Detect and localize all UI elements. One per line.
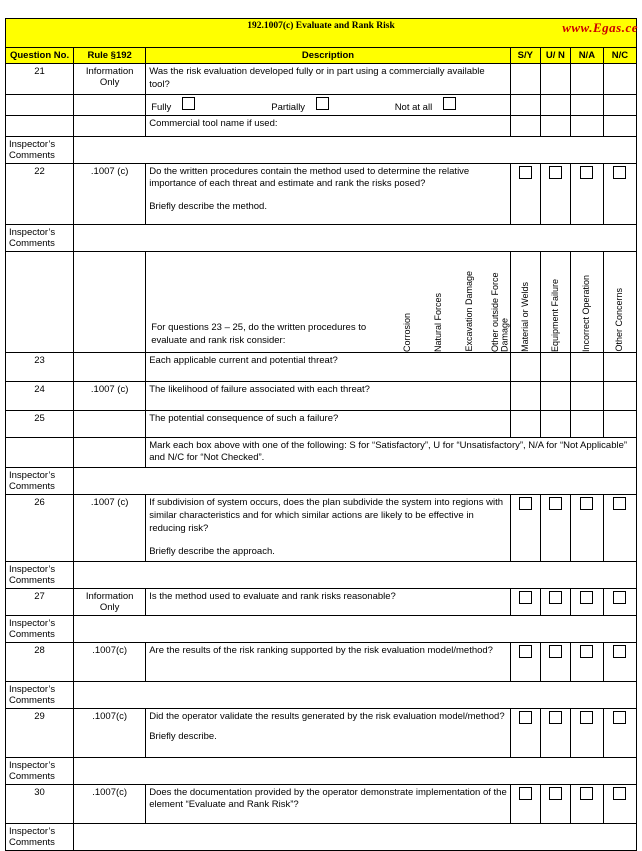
inspector-comments-field[interactable] xyxy=(74,757,637,784)
header-rule: Rule §192 xyxy=(74,48,146,64)
cell-na-21[interactable] xyxy=(570,64,603,95)
question-no-21: 21 xyxy=(6,64,74,95)
checkbox-na-22[interactable] xyxy=(580,166,593,179)
cell-sy-29[interactable] xyxy=(510,708,540,757)
threat-col-equipment-failure-label: Equipment Failure xyxy=(549,278,560,352)
cell-un-29[interactable] xyxy=(540,708,570,757)
description-24: The likelihood of failure associated with each threat? xyxy=(149,383,370,395)
checkbox-sy-28[interactable] xyxy=(519,645,532,658)
cell-sy-28[interactable] xyxy=(510,642,540,681)
description-22-note: Briefly describe the method. xyxy=(149,201,267,213)
grid-24-other-concerns[interactable] xyxy=(603,381,636,410)
inspector-comments-field[interactable] xyxy=(74,561,637,588)
threat-col-incorrect-operation xyxy=(570,251,603,352)
inspector-comments-field[interactable] xyxy=(74,224,637,251)
table-row xyxy=(6,784,637,823)
grid-23-natural-forces[interactable] xyxy=(425,353,462,381)
description-22 xyxy=(146,163,511,224)
grid-24-equipment-failure[interactable] xyxy=(540,381,570,410)
question-no-22: 22 xyxy=(6,163,74,224)
inspector-comments-field[interactable] xyxy=(74,681,637,708)
form-page xyxy=(0,18,642,848)
table-row xyxy=(6,64,637,95)
checkbox-sy-22[interactable] xyxy=(519,166,532,179)
threat-col-natural-forces xyxy=(423,252,454,352)
rule-27: Information Only xyxy=(74,588,146,615)
table-row xyxy=(6,495,637,561)
cell-nc-27[interactable] xyxy=(603,588,636,615)
rule-26: .1007 (c) xyxy=(74,495,146,561)
cell-nc-22[interactable] xyxy=(603,163,636,224)
comments-row xyxy=(6,757,637,784)
cell-na-28[interactable] xyxy=(570,642,603,681)
inspector-comments-field[interactable] xyxy=(74,468,637,495)
inspector-comments-label: Inspector’s Comments xyxy=(6,468,74,495)
cell-sy-30[interactable] xyxy=(510,784,540,823)
comments-row xyxy=(6,136,637,163)
cell-nc-28[interactable] xyxy=(603,642,636,681)
table-row xyxy=(6,115,637,136)
grid-24-incorrect-operation[interactable] xyxy=(570,381,603,410)
threat-intro-label: For questions 23 – 25, do the written procedures to evaluate and rank risk consider: xyxy=(151,322,367,346)
comments-row xyxy=(6,681,637,708)
threat-col-other-outside-force-label: Other outside Force Damage xyxy=(490,272,510,352)
checkbox-nc-22[interactable] xyxy=(613,166,626,179)
checkbox-nc-30[interactable] xyxy=(613,787,626,800)
threat-col-excavation-damage xyxy=(454,252,485,352)
rule-23-empty xyxy=(74,352,146,381)
rule-21: Information Only xyxy=(74,64,146,95)
description-25: The potential consequence of such a failure? xyxy=(149,412,339,424)
threat-col-material-or-welds xyxy=(510,251,540,352)
rule-25-empty xyxy=(74,410,146,437)
grid-25-other-concerns[interactable] xyxy=(603,410,636,437)
cell-na-27[interactable] xyxy=(570,588,603,615)
comments-row xyxy=(6,615,637,642)
description-23-block xyxy=(146,352,511,381)
description-24-block xyxy=(146,381,511,410)
checkbox-nc-28[interactable] xyxy=(613,645,626,658)
header-na: N/A xyxy=(570,48,603,64)
options-21 xyxy=(146,94,511,115)
table-row xyxy=(6,642,637,681)
question-no-25: 25 xyxy=(6,410,74,437)
mark-instruction-note: Mark each box above with one of the following: S for “Satisfactory”, U for “Unsatisfactory”, N/A for “Not Applicable” and N/C for “Not Checked”. xyxy=(146,437,637,468)
inspector-comments-label: Inspector’s Comments xyxy=(6,681,74,708)
grid-25-material-or-welds[interactable] xyxy=(510,410,540,437)
rule-28: .1007(c) xyxy=(74,642,146,681)
grid-25-natural-forces[interactable] xyxy=(425,411,462,437)
cell-un-28[interactable] xyxy=(540,642,570,681)
checkbox-nc-26[interactable] xyxy=(613,497,626,510)
question-no-30: 30 xyxy=(6,784,74,823)
checkbox-na-30[interactable] xyxy=(580,787,593,800)
grid-23-corrosion[interactable] xyxy=(388,353,425,381)
inspector-comments-field[interactable] xyxy=(74,615,637,642)
table-row xyxy=(6,381,637,410)
comments-row xyxy=(6,823,637,850)
spacer-threat-a xyxy=(6,251,74,352)
cell-nc-21b[interactable] xyxy=(603,94,636,115)
cell-sy-21c[interactable] xyxy=(510,115,540,136)
inspector-comments-label: Inspector’s Comments xyxy=(6,136,74,163)
watermark-text: www.Egas.ce xyxy=(562,20,638,35)
threat-col-incorrect-operation-label: Incorrect Operation xyxy=(581,274,592,352)
checkbox-partially[interactable] xyxy=(316,97,329,110)
cell-sy-27[interactable] xyxy=(510,588,540,615)
spacer-cell-21c xyxy=(6,115,74,136)
inspector-comments-label: Inspector’s Comments xyxy=(6,615,74,642)
threat-col-corrosion xyxy=(392,252,423,352)
checkbox-na-27[interactable] xyxy=(580,591,593,604)
checkbox-un-26[interactable] xyxy=(549,497,562,510)
grid-23-material-or-welds[interactable] xyxy=(510,352,540,381)
question-no-28: 28 xyxy=(6,642,74,681)
cell-na-21c[interactable] xyxy=(570,115,603,136)
threat-col-natural-forces-label: Natural Forces xyxy=(432,292,443,352)
threat-intro-text xyxy=(146,252,392,352)
cell-na-29[interactable] xyxy=(570,708,603,757)
header-nc: N/C xyxy=(603,48,636,64)
grid-24-natural-forces[interactable] xyxy=(425,382,462,410)
checkbox-un-28[interactable] xyxy=(549,645,562,658)
cell-un-21b[interactable] xyxy=(540,94,570,115)
spacer-cell-21b xyxy=(74,94,146,115)
grid-23-other-concerns[interactable] xyxy=(603,352,636,381)
option-partially-label: Partially xyxy=(271,101,306,113)
table-row xyxy=(6,588,637,615)
checkbox-na-28[interactable] xyxy=(580,645,593,658)
inspector-comments-label: Inspector’s Comments xyxy=(6,224,74,251)
inspection-form-table xyxy=(5,18,637,851)
checkbox-un-27[interactable] xyxy=(549,591,562,604)
spacer-cell-21a xyxy=(6,94,74,115)
checkbox-fully[interactable] xyxy=(182,97,195,110)
spacer-threat-b xyxy=(74,251,146,352)
threat-columns-block xyxy=(146,251,511,352)
option-fully-label: Fully xyxy=(151,101,172,113)
table-row xyxy=(6,410,637,437)
table-row xyxy=(6,708,637,757)
table-row xyxy=(6,352,637,381)
cell-na-30[interactable] xyxy=(570,784,603,823)
cell-nc-21[interactable] xyxy=(603,64,636,95)
description-27: Is the method used to evaluate and rank risks reasonable? xyxy=(146,588,511,615)
grid-25-equipment-failure[interactable] xyxy=(540,410,570,437)
spacer-mark-a xyxy=(6,437,74,468)
header-description: Description xyxy=(146,48,511,64)
grid-25-incorrect-operation[interactable] xyxy=(570,410,603,437)
tool-name-field[interactable]: Commercial tool name if used: xyxy=(146,115,511,136)
form-title-row xyxy=(6,19,637,48)
checkbox-nc-27[interactable] xyxy=(613,591,626,604)
question-no-26: 26 xyxy=(6,495,74,561)
table-row xyxy=(6,94,637,115)
threat-col-other-concerns-label: Other Concerns xyxy=(614,288,625,352)
threat-col-equipment-failure xyxy=(540,251,570,352)
cell-sy-21[interactable] xyxy=(510,64,540,95)
grid-24-excavation-damage[interactable] xyxy=(462,382,499,410)
inspector-comments-label: Inspector’s Comments xyxy=(6,561,74,588)
comments-row xyxy=(6,561,637,588)
option-fully[interactable] xyxy=(146,95,266,115)
checkbox-sy-29[interactable] xyxy=(519,711,532,724)
checkbox-na-29[interactable] xyxy=(580,711,593,724)
page-title: 192.1007(c) Evaluate and Rank Risk xyxy=(6,19,637,48)
question-no-24: 24 xyxy=(6,381,74,410)
cell-un-30[interactable] xyxy=(540,784,570,823)
description-29-note: Briefly describe. xyxy=(149,731,217,743)
header-un: U/ N xyxy=(540,48,570,64)
table-header-row xyxy=(6,48,637,64)
option-partially[interactable] xyxy=(266,95,389,115)
grid-23-incorrect-operation[interactable] xyxy=(570,352,603,381)
cell-nc-26[interactable] xyxy=(603,495,636,561)
cell-un-26[interactable] xyxy=(540,495,570,561)
checkbox-not-at-all[interactable] xyxy=(443,97,456,110)
rule-29: .1007(c) xyxy=(74,708,146,757)
threat-header-row xyxy=(6,251,637,352)
description-29 xyxy=(146,708,511,757)
threat-col-other-concerns xyxy=(603,251,636,352)
checkbox-sy-27[interactable] xyxy=(519,591,532,604)
checkbox-un-30[interactable] xyxy=(549,787,562,800)
grid-23-equipment-failure[interactable] xyxy=(540,352,570,381)
description-26-note: Briefly describe the approach. xyxy=(149,545,275,557)
question-no-23: 23 xyxy=(6,352,74,381)
question-no-27: 27 xyxy=(6,588,74,615)
cell-sy-26[interactable] xyxy=(510,495,540,561)
inspector-comments-field[interactable] xyxy=(74,136,637,163)
inspector-comments-field[interactable] xyxy=(74,823,637,850)
description-22-main: Do the written procedures contain the method used to determine the relative importance of each threat and estimate and rank the risks posed? xyxy=(149,165,470,190)
grid-24-corrosion[interactable] xyxy=(388,382,425,410)
description-29-main: Did the operator validate the results generated by the risk evaluation model/method? xyxy=(149,710,505,722)
threat-col-material-or-welds-label: Material or Welds xyxy=(519,281,530,352)
table-row xyxy=(6,437,637,468)
cell-un-21[interactable] xyxy=(540,64,570,95)
inspector-comments-label: Inspector’s Comments xyxy=(6,823,74,850)
question-no-29: 29 xyxy=(6,708,74,757)
checkbox-sy-26[interactable] xyxy=(519,497,532,510)
checkbox-na-26[interactable] xyxy=(580,497,593,510)
cell-na-21b[interactable] xyxy=(570,94,603,115)
grid-25-corrosion[interactable] xyxy=(388,411,425,437)
threat-col-excavation-damage-label: Excavation Damage xyxy=(463,271,474,352)
comments-row xyxy=(6,468,637,495)
checkbox-un-22[interactable] xyxy=(549,166,562,179)
rule-24: .1007 (c) xyxy=(74,381,146,410)
inspector-comments-label: Inspector’s Comments xyxy=(6,757,74,784)
checkbox-un-29[interactable] xyxy=(549,711,562,724)
cell-sy-22[interactable] xyxy=(510,163,540,224)
cell-un-27[interactable] xyxy=(540,588,570,615)
cell-un-22[interactable] xyxy=(540,163,570,224)
rule-30: .1007(c) xyxy=(74,784,146,823)
comments-row xyxy=(6,224,637,251)
checkbox-nc-29[interactable] xyxy=(613,711,626,724)
grid-23-excavation-damage[interactable] xyxy=(462,353,499,381)
description-28: Are the results of the risk ranking supported by the risk evaluation model/method? xyxy=(146,642,511,681)
spacer-cell-21d xyxy=(74,115,146,136)
checkbox-sy-30[interactable] xyxy=(519,787,532,800)
cell-nc-29[interactable] xyxy=(603,708,636,757)
description-26-main: If subdivision of system occurs, does the plan subdivide the system into regions with similar characteristics and for which similar actions are likely to be effective in reducing risk? xyxy=(149,497,503,534)
grid-25-excavation-damage[interactable] xyxy=(462,411,499,437)
threat-col-corrosion-label: Corrosion xyxy=(401,312,412,352)
header-question-no: Question No. xyxy=(6,48,74,64)
description-26 xyxy=(146,495,511,561)
description-21: Was the risk evaluation developed fully or in part using a commercially available tool? xyxy=(146,64,511,95)
rule-22: .1007 (c) xyxy=(74,163,146,224)
option-not-at-all[interactable] xyxy=(390,95,510,115)
cell-un-21c[interactable] xyxy=(540,115,570,136)
cell-sy-21b[interactable] xyxy=(510,94,540,115)
table-row xyxy=(6,163,637,224)
cell-nc-30[interactable] xyxy=(603,784,636,823)
cell-na-22[interactable] xyxy=(570,163,603,224)
cell-na-26[interactable] xyxy=(570,495,603,561)
header-sy: S/Y xyxy=(510,48,540,64)
description-25-block xyxy=(146,410,511,437)
spacer-mark-b xyxy=(74,437,146,468)
grid-24-material-or-welds[interactable] xyxy=(510,381,540,410)
description-23: Each applicable current and potential threat? xyxy=(149,354,338,366)
description-30: Does the documentation provided by the operator demonstrate implementation of the element “Evaluate and Rank Risk”? xyxy=(146,784,511,823)
option-not-at-all-label: Not at all xyxy=(394,101,433,113)
cell-nc-21c[interactable] xyxy=(603,115,636,136)
